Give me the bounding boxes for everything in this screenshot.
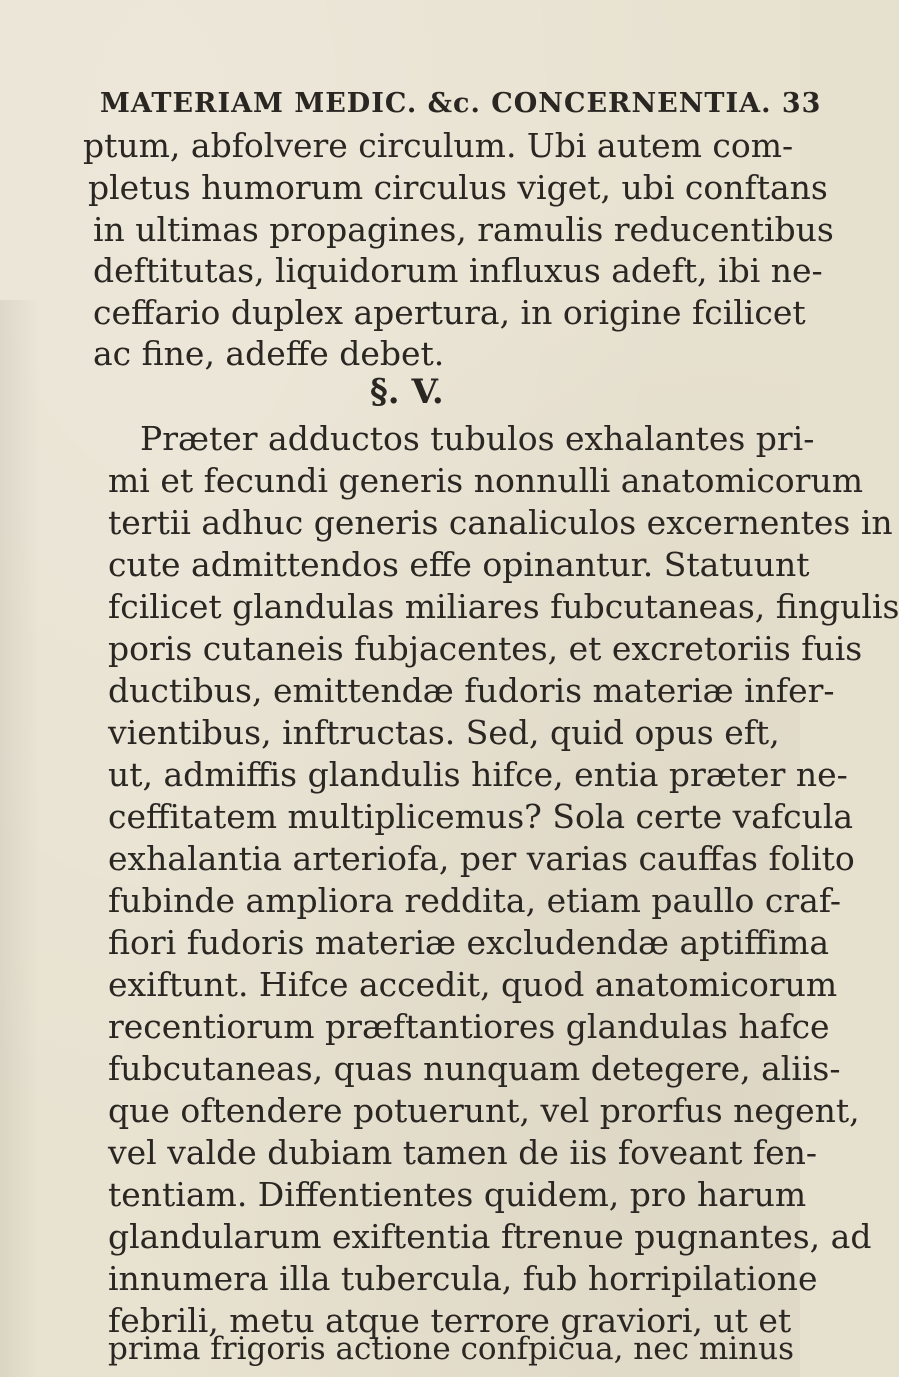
page-gutter-shadow bbox=[0, 300, 40, 1377]
text-line: deftitutas, liquidorum influxus adeft, ibi ne- bbox=[93, 251, 823, 290]
text-line: prima frigoris actione confpicua, nec minus bbox=[108, 1331, 794, 1367]
text-line: exiftunt. Hifce accedit, quod anatomicorum bbox=[108, 965, 838, 1004]
text-line: fubcutaneas, quas nunquam detegere, aliis- bbox=[108, 1049, 841, 1088]
text-line: fcilicet glandulas miliares fubcutaneas, fingulis bbox=[108, 587, 899, 626]
text-line: vientibus, inftructas. Sed, quid opus eft, bbox=[108, 713, 780, 752]
text-line: pletus humorum circulus viget, ubi conftans bbox=[88, 168, 828, 207]
text-line: ceffario duplex apertura, in origine fcilicet bbox=[93, 293, 806, 332]
text-line: in ultimas propagines, ramulis reducentibus bbox=[93, 210, 834, 249]
text-line: tertii adhuc generis canaliculos excernentes in bbox=[108, 503, 893, 542]
text-line: cute admittendos effe opinantur. Statuunt bbox=[108, 545, 810, 584]
text-line: que oftendere potuerunt, vel prorfus negent, bbox=[108, 1091, 860, 1130]
text-line: tentiam. Diffentientes quidem, pro harum bbox=[108, 1175, 807, 1214]
text-line: glandularum exiftentia ftrenue pugnantes, ad bbox=[108, 1217, 872, 1256]
text-line: febrili, metu atque terrore graviori, ut et bbox=[108, 1301, 792, 1340]
text-line: mi et fecundi generis nonnulli anatomicorum bbox=[108, 461, 863, 500]
text-line: ceffitatem multiplicemus? Sola certe vafcula bbox=[108, 797, 854, 836]
text-line: ductibus, emittendæ fudoris materiæ infer- bbox=[108, 671, 835, 710]
text-line: recentiorum præftantiores glandulas hafce bbox=[108, 1007, 830, 1046]
text-line: ut, admiffis glandulis hifce, entia præter ne- bbox=[108, 755, 848, 794]
text-line: poris cutaneis fubjacentes, et excretoriis fuis bbox=[108, 629, 863, 668]
text-line: fiori fudoris materiæ excludendæ aptiffima bbox=[108, 923, 830, 962]
text-line: Præter adductos tubulos exhalantes pri- bbox=[140, 419, 815, 458]
text-line: vel valde dubiam tamen de iis foveant fen- bbox=[108, 1133, 818, 1172]
text-line: ptum, abfolvere circulum. Ubi autem com- bbox=[83, 126, 794, 165]
text-line: ac fine, adeffe debet. bbox=[93, 334, 445, 373]
text-line: exhalantia arteriofa, per varias cauffas folito bbox=[108, 839, 855, 878]
text-line: innumera illa tubercula, fub horripilatione bbox=[108, 1259, 818, 1298]
text-line: fubinde ampliora reddita, etiam paullo craf- bbox=[108, 881, 842, 920]
section-heading: §. V. bbox=[370, 372, 444, 412]
running-head: MATERIAM MEDIC. &c. CONCERNENTIA. 33 bbox=[100, 88, 822, 119]
